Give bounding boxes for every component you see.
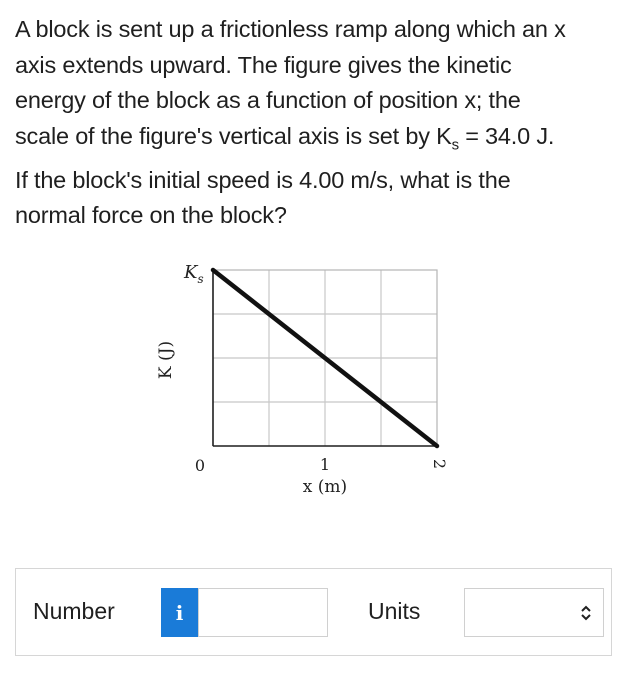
number-label: Number — [33, 598, 115, 624]
x-tick-label-1: 1 — [319, 455, 331, 474]
units-select[interactable] — [464, 588, 604, 637]
y-tick-label-ks: $K_s$ — [184, 262, 204, 286]
info-button[interactable] — [161, 588, 198, 637]
question-line: axis extends upward. The figure gives the kinetic — [15, 51, 512, 78]
answer-panel — [15, 568, 612, 656]
x-tick-label-2: 2 — [430, 458, 449, 470]
kinetic-energy-figure — [130, 250, 470, 515]
question-text — [15, 12, 615, 234]
question-line-subscript: s — [451, 136, 459, 154]
y-axis-label: K (J) — [156, 340, 176, 380]
question-line: A block is sent up a frictionless ramp along which an x — [15, 16, 566, 42]
chart-labels — [156, 262, 449, 497]
question-line: If the block's initial speed is 4.00 m/s, what is the — [15, 166, 511, 193]
question-line-text: = 34.0 J. — [458, 122, 555, 149]
question-line — [15, 119, 615, 163]
question-line: energy of the block as a function of position x; the — [15, 87, 521, 113]
kinetic-energy-chart — [130, 250, 470, 510]
number-input[interactable] — [198, 588, 328, 637]
info-icon: i — [175, 600, 184, 625]
question-line: normal force on the block? — [15, 202, 287, 229]
x-axis-label: x (m) — [302, 477, 348, 497]
y-tick-label-zero: 0 — [194, 456, 206, 475]
units-label: Units — [368, 598, 421, 624]
question-line-text: scale of the figure's vertical axis is set by K — [15, 122, 452, 149]
chevron-up-down-icon — [579, 604, 593, 622]
